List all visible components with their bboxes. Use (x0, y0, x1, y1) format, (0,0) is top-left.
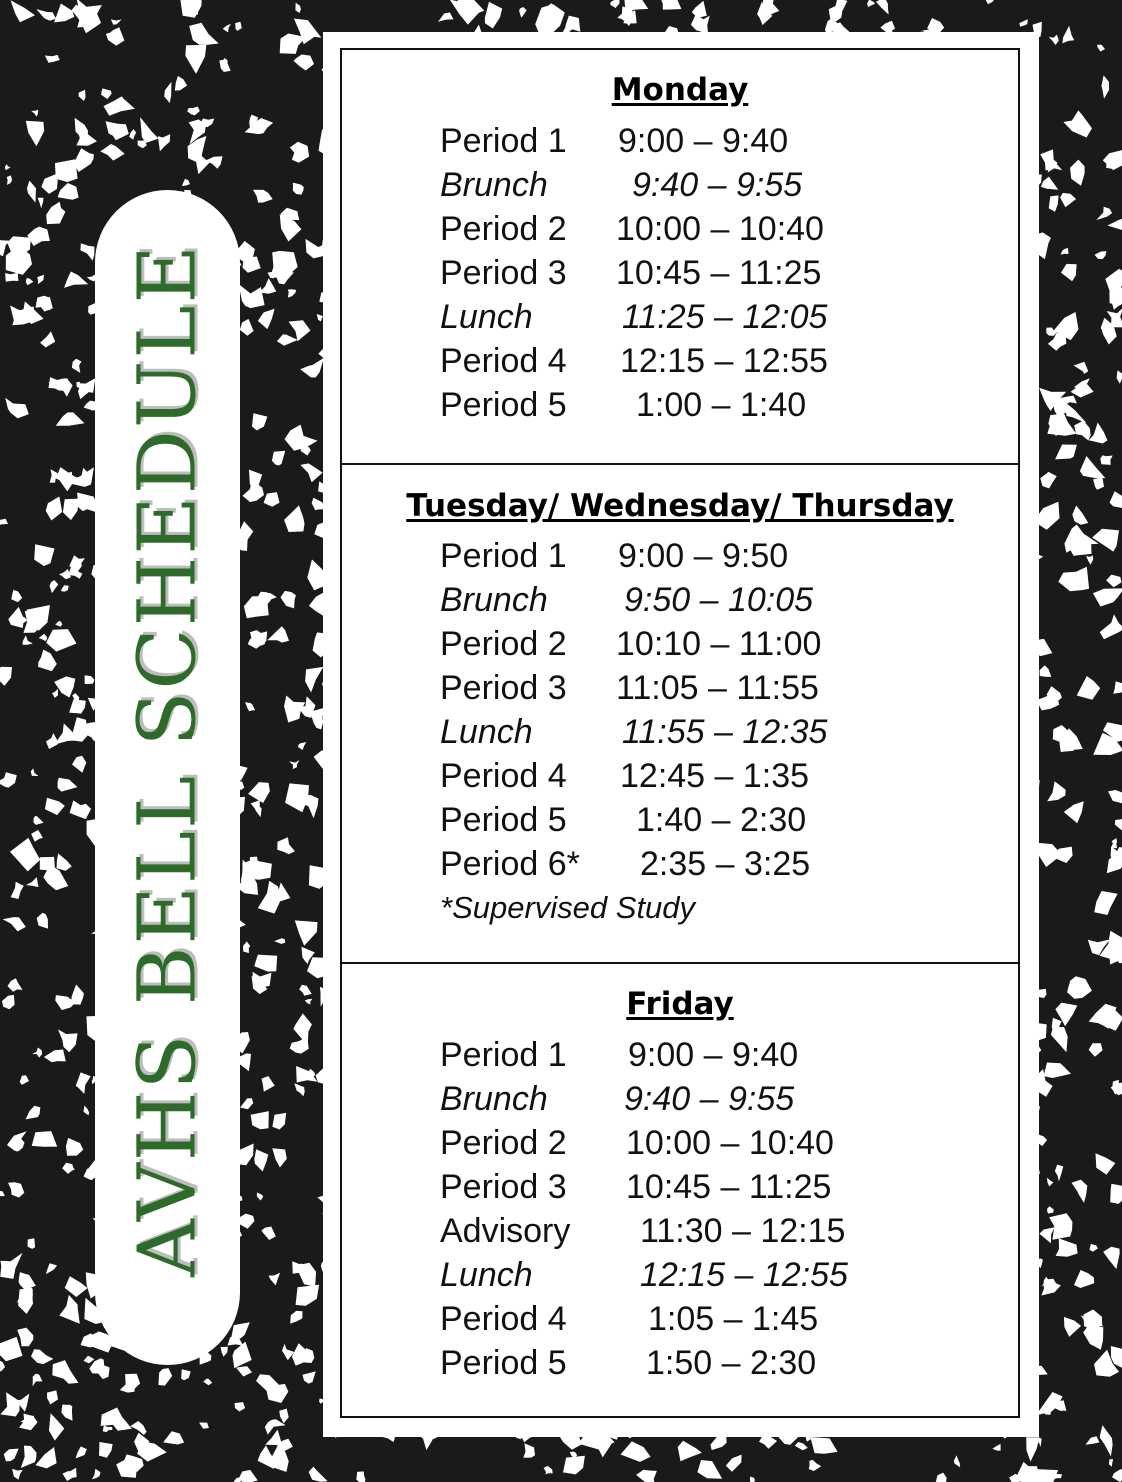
period-time: 1:00 – 1:40 (636, 386, 807, 424)
schedule-title: AVHS BELL SCHEDULE (120, 243, 214, 1277)
period-time: 11:25 – 12:05 (622, 298, 828, 336)
period-time: 9:40 – 9:55 (632, 166, 803, 204)
section-divider (342, 463, 1018, 465)
period-time: 1:40 – 2:30 (636, 801, 807, 839)
period-label: Period 4 (440, 1300, 567, 1338)
period-time: 11:05 – 11:55 (616, 669, 819, 707)
section-heading-monday: Monday (611, 72, 749, 108)
period-label: Advisory (440, 1212, 571, 1250)
period-label: Lunch (440, 713, 533, 751)
period-time: 12:45 – 1:35 (620, 757, 810, 795)
period-label: Period 1 (440, 122, 567, 160)
period-time: 9:00 – 9:40 (628, 1036, 799, 1074)
period-time: 1:05 – 1:45 (648, 1300, 819, 1338)
section-divider (342, 962, 1018, 964)
period-label: Lunch (440, 1256, 533, 1294)
period-label: Period 5 (440, 801, 567, 839)
period-time: 2:35 – 3:25 (640, 845, 811, 883)
period-label: Period 3 (440, 1168, 567, 1206)
period-label: Brunch (440, 1080, 548, 1118)
period-label: Brunch (440, 581, 548, 619)
period-time: 10:00 – 10:40 (616, 210, 824, 248)
period-label: Period 2 (440, 625, 567, 663)
section-heading-friday: Friday (626, 986, 734, 1022)
period-time: 9:00 – 9:40 (618, 122, 789, 160)
period-time: 11:30 – 12:15 (640, 1212, 846, 1250)
period-time: 10:10 – 11:00 (616, 625, 822, 663)
period-time: 10:45 – 11:25 (616, 254, 822, 292)
period-time: 9:00 – 9:50 (618, 537, 789, 575)
section-heading-tue-wed-thu: Tuesday/ Wednesday/ Thursday (406, 488, 954, 524)
supervised-study-note: *Supervised Study (440, 890, 696, 925)
period-label: Period 5 (440, 386, 567, 424)
period-label: Brunch (440, 166, 548, 204)
period-label: Period 1 (440, 1036, 567, 1074)
period-label: Period 4 (440, 342, 567, 380)
period-label: Period 6* (440, 845, 580, 883)
period-label: Period 3 (440, 254, 567, 292)
period-label: Period 4 (440, 757, 567, 795)
period-time: 11:55 – 12:35 (622, 713, 828, 751)
period-time: 12:15 – 12:55 (620, 342, 828, 380)
period-time: 10:00 – 10:40 (626, 1124, 834, 1162)
schedule-frame (340, 48, 1020, 1418)
period-time: 12:15 – 12:55 (640, 1256, 848, 1294)
period-label: Lunch (440, 298, 533, 336)
period-label: Period 1 (440, 537, 567, 575)
period-label: Period 2 (440, 1124, 567, 1162)
period-time: 9:50 – 10:05 (624, 581, 814, 619)
period-label: Period 2 (440, 210, 567, 248)
period-time: 9:40 – 9:55 (624, 1080, 795, 1118)
period-time: 1:50 – 2:30 (646, 1344, 817, 1382)
period-time: 10:45 – 11:25 (626, 1168, 832, 1206)
period-label: Period 3 (440, 669, 567, 707)
period-label: Period 5 (440, 1344, 567, 1382)
